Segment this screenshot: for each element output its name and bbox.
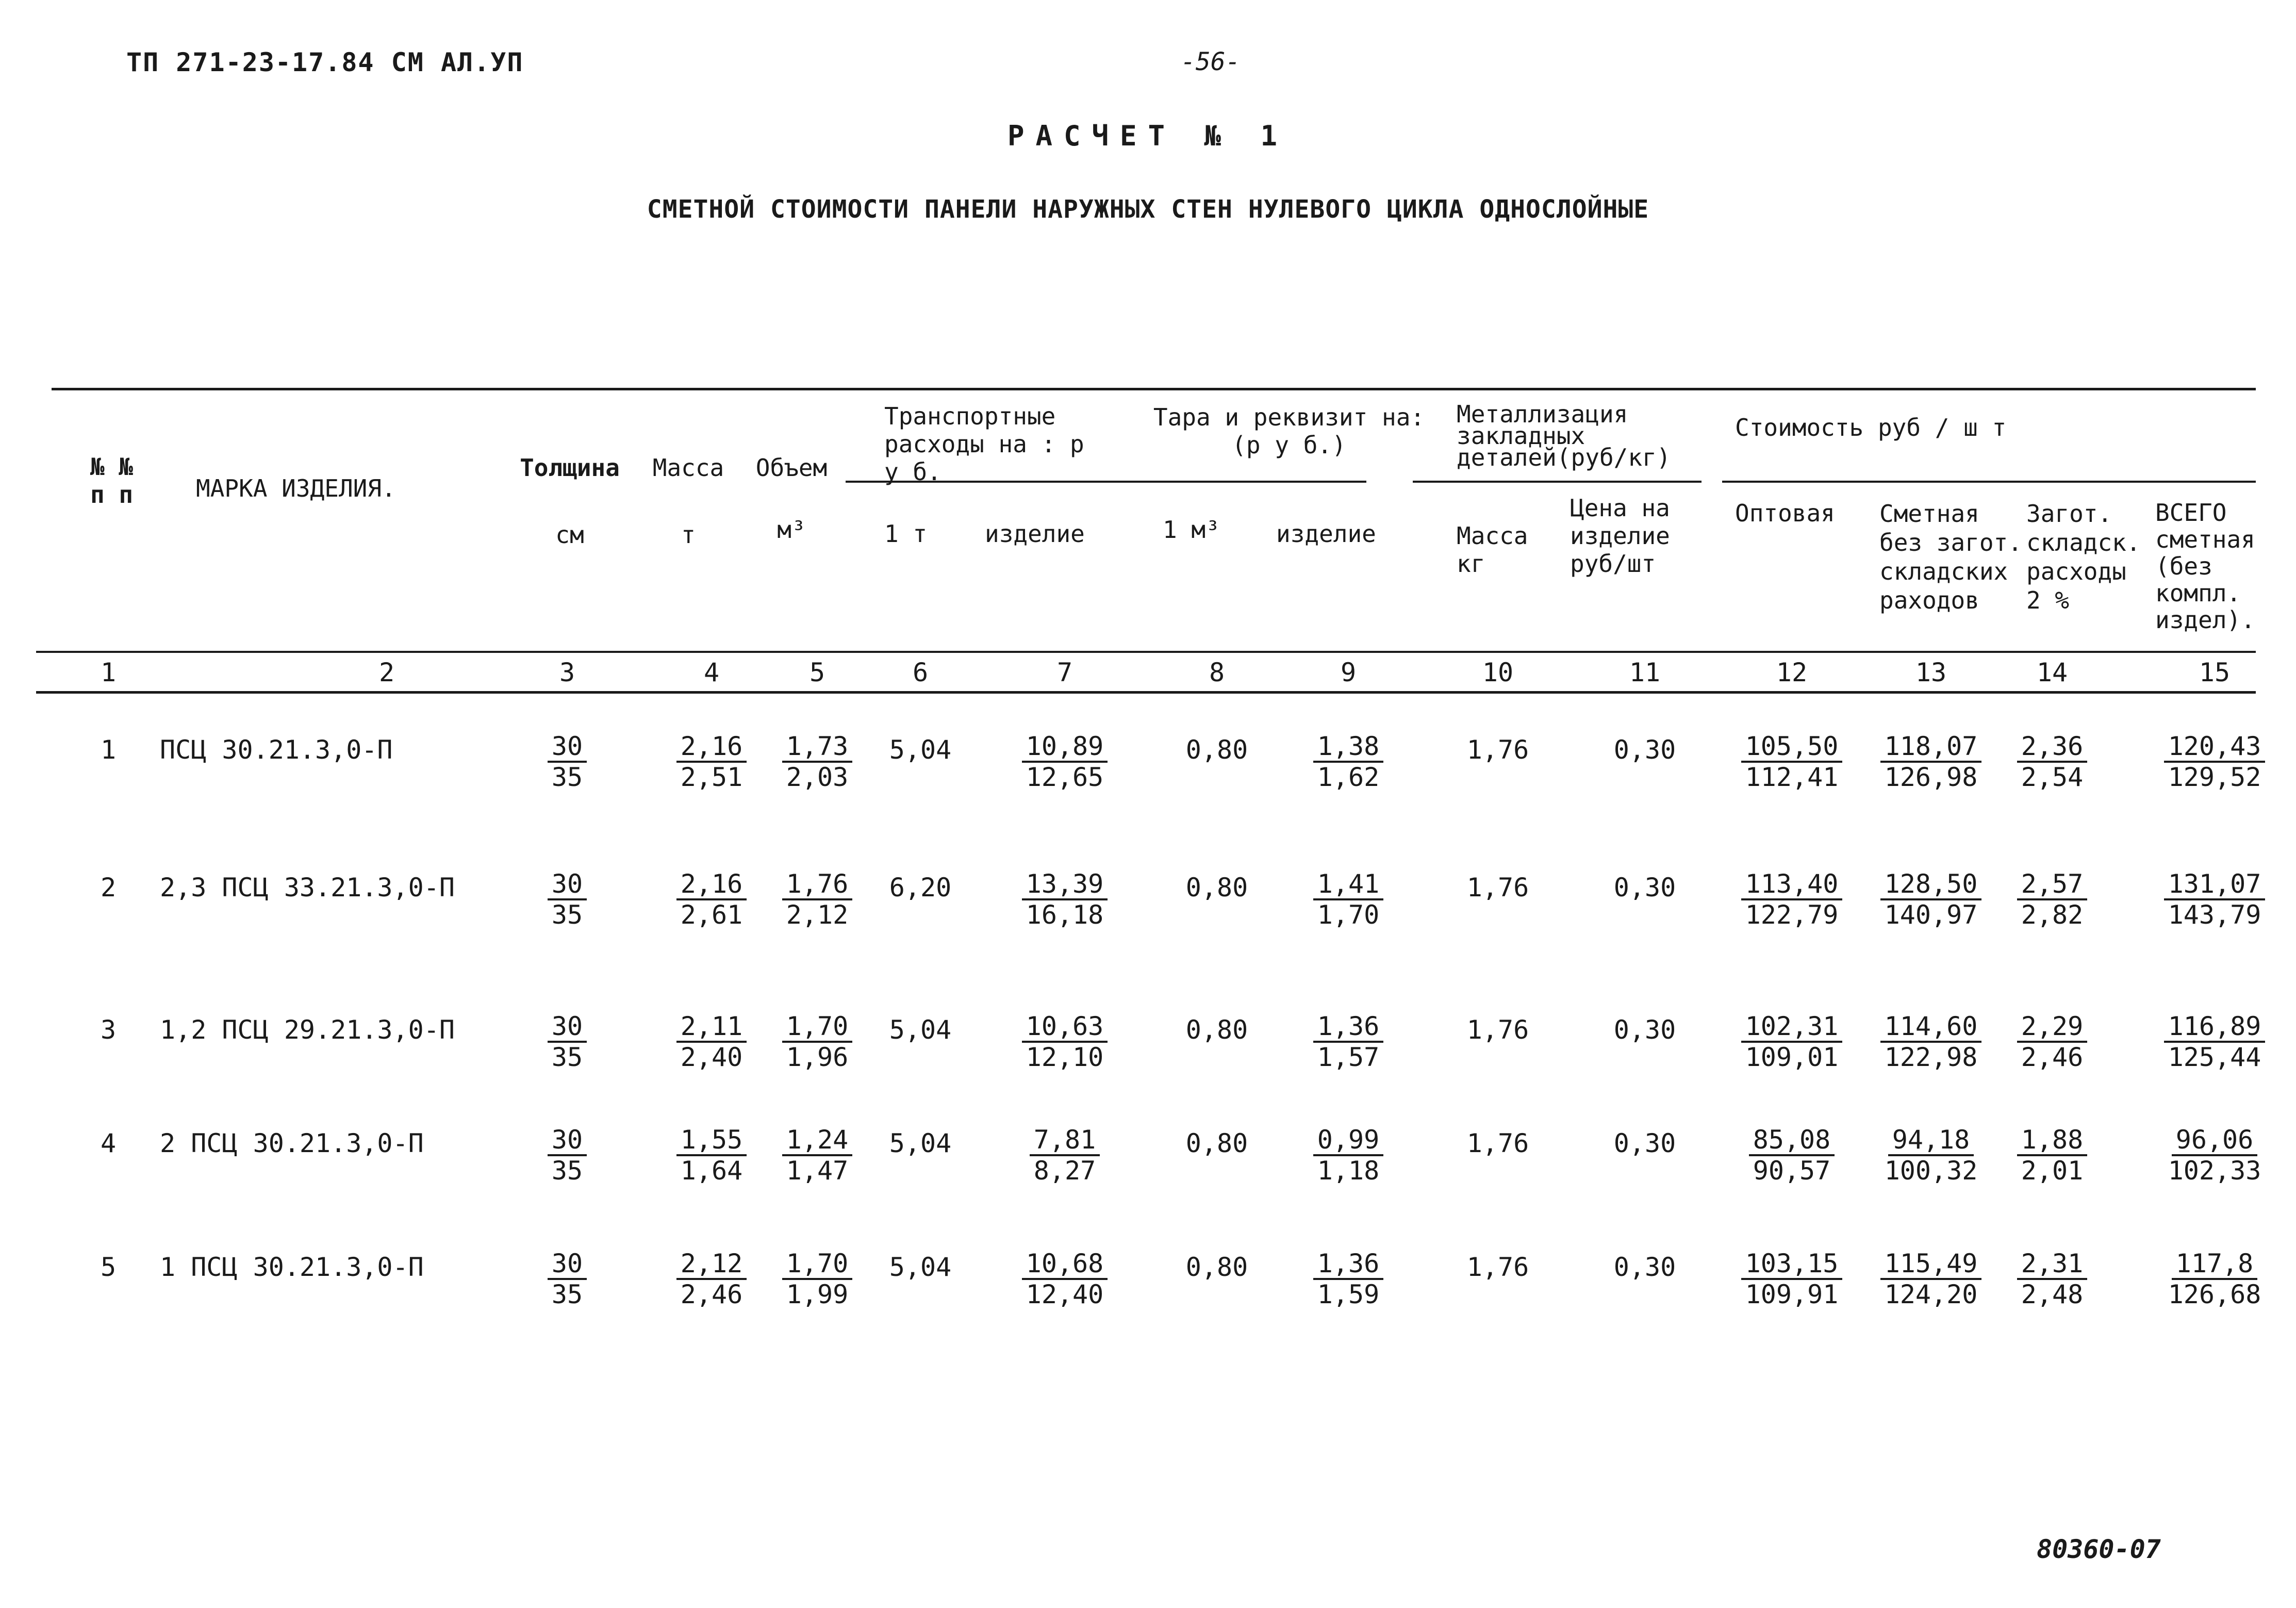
fraction-cell bbox=[1995, 1012, 2109, 1072]
fraction-cell bbox=[1735, 732, 1848, 792]
fraction-cell bbox=[1874, 732, 1988, 792]
column-number-13: 13 bbox=[1915, 658, 1947, 687]
fraction-cell bbox=[2158, 732, 2271, 792]
page-number: -56- bbox=[1181, 47, 1241, 76]
fraction-denominator: 100,32 bbox=[1884, 1156, 1978, 1186]
fraction-denominator: 12,40 bbox=[1026, 1279, 1104, 1309]
fraction-denominator: 8,27 bbox=[1033, 1156, 1096, 1186]
fraction-cell bbox=[2158, 869, 2271, 929]
fraction-denominator: 2,46 bbox=[2021, 1042, 2084, 1072]
fraction-denominator: 12,65 bbox=[1026, 762, 1104, 792]
column-number-10: 10 bbox=[1482, 658, 1514, 687]
header-metal-price: Цена на изделие руб/шт bbox=[1570, 494, 1670, 578]
row-number: 4 bbox=[101, 1128, 117, 1158]
fraction-numerator: 2,36 bbox=[2017, 732, 2087, 763]
column-number-14: 14 bbox=[2036, 658, 2068, 687]
header-transport-per-ton: 1 т bbox=[884, 520, 928, 548]
fraction-cell bbox=[1995, 869, 2109, 929]
fraction-numerator: 30 bbox=[548, 1012, 587, 1043]
fraction-numerator: 1,36 bbox=[1313, 1249, 1383, 1280]
value-cell: 6,20 bbox=[889, 873, 952, 903]
fraction-denominator: 122,98 bbox=[1884, 1042, 1978, 1072]
fraction-numerator: 113,40 bbox=[1741, 869, 1843, 900]
fraction-denominator: 2,40 bbox=[680, 1042, 743, 1072]
fraction-numerator: 1,88 bbox=[2017, 1125, 2087, 1156]
fraction-numerator: 103,15 bbox=[1741, 1249, 1843, 1280]
header-thickness-unit: см bbox=[555, 521, 584, 549]
header-wholesale: Оптовая bbox=[1735, 499, 1835, 527]
header-volume: Объем bbox=[755, 454, 828, 482]
fraction-denominator: 2,61 bbox=[680, 900, 743, 930]
fraction-cell bbox=[1874, 1125, 1988, 1185]
fraction-numerator: 10,63 bbox=[1022, 1012, 1108, 1043]
fraction-numerator: 7,81 bbox=[1030, 1125, 1100, 1156]
value-cell: 5,04 bbox=[889, 1128, 952, 1158]
fraction-cell bbox=[1292, 732, 1405, 792]
fraction-numerator: 1,73 bbox=[782, 732, 852, 763]
value-cell: 0,80 bbox=[1185, 1015, 1248, 1045]
fraction-cell bbox=[655, 869, 768, 929]
product-mark: 1 ПСЦ 30.21.3,0-П bbox=[160, 1252, 424, 1282]
fraction-numerator: 10,89 bbox=[1022, 732, 1108, 763]
column-number-11: 11 bbox=[1629, 658, 1661, 687]
fraction-cell bbox=[1995, 732, 2109, 792]
fraction-numerator: 120,43 bbox=[2164, 732, 2266, 763]
fraction-numerator: 131,07 bbox=[2164, 869, 2266, 900]
fraction-cell bbox=[510, 1125, 624, 1185]
value-cell: 5,04 bbox=[889, 735, 952, 765]
fraction-numerator: 1,55 bbox=[676, 1125, 747, 1156]
fraction-cell bbox=[510, 732, 624, 792]
fraction-denominator: 35 bbox=[551, 900, 583, 930]
fraction-denominator: 2,01 bbox=[2021, 1156, 2084, 1186]
fraction-numerator: 1,36 bbox=[1313, 1012, 1383, 1043]
fraction-denominator: 1,96 bbox=[786, 1042, 849, 1072]
header-mass-unit: т bbox=[681, 521, 696, 549]
value-cell: 0,30 bbox=[1613, 1252, 1676, 1282]
fraction-denominator: 1,47 bbox=[786, 1156, 849, 1186]
product-mark: 2,3 ПСЦ 33.21.3,0-П bbox=[160, 873, 455, 903]
fraction-numerator: 2,16 bbox=[676, 869, 747, 900]
fraction-cell bbox=[761, 732, 874, 792]
group-header-tara: Тара и реквизит на: (р у б.) bbox=[1153, 403, 1425, 459]
fraction-numerator: 2,29 bbox=[2017, 1012, 2087, 1043]
column-number-12: 12 bbox=[1776, 658, 1808, 687]
fraction-denominator: 90,57 bbox=[1753, 1156, 1831, 1186]
fraction-numerator: 30 bbox=[548, 1125, 587, 1156]
fraction-denominator: 12,10 bbox=[1026, 1042, 1104, 1072]
value-cell: 0,80 bbox=[1185, 873, 1248, 903]
document-code: ТП 271-23-17.84 СМ АЛ.УП bbox=[126, 47, 524, 77]
fraction-cell bbox=[655, 1249, 768, 1309]
column-number-4: 4 bbox=[703, 658, 720, 687]
fraction-numerator: 128,50 bbox=[1880, 869, 1982, 900]
fraction-numerator: 96,06 bbox=[2172, 1125, 2258, 1156]
fraction-cell bbox=[655, 1125, 768, 1185]
fraction-numerator: 2,16 bbox=[676, 732, 747, 763]
fraction-denominator: 109,01 bbox=[1745, 1042, 1839, 1072]
fraction-cell bbox=[761, 1012, 874, 1072]
fraction-denominator: 140,97 bbox=[1884, 900, 1978, 930]
fraction-denominator: 129,52 bbox=[2168, 762, 2261, 792]
fraction-denominator: 35 bbox=[551, 762, 583, 792]
fraction-numerator: 1,41 bbox=[1313, 869, 1383, 900]
fraction-numerator: 116,89 bbox=[2164, 1012, 2266, 1043]
fraction-cell bbox=[1995, 1249, 2109, 1309]
fraction-cell bbox=[1292, 1012, 1405, 1072]
fraction-cell bbox=[1292, 1249, 1405, 1309]
fraction-denominator: 124,20 bbox=[1884, 1279, 1978, 1309]
header-estimate-no-storage: Сметная без загот. складских раходов bbox=[1879, 500, 2022, 614]
fraction-denominator: 1,18 bbox=[1317, 1156, 1380, 1186]
column-number-9: 9 bbox=[1340, 658, 1357, 687]
fraction-numerator: 115,49 bbox=[1880, 1249, 1982, 1280]
fraction-numerator: 2,12 bbox=[676, 1249, 747, 1280]
header-total-estimate: ВСЕГО сметная (без компл. издел). bbox=[2155, 499, 2255, 634]
header-tara-per-m3: 1 м³ bbox=[1163, 516, 1220, 544]
fraction-denominator: 1,59 bbox=[1317, 1279, 1380, 1309]
fraction-cell bbox=[1735, 869, 1848, 929]
value-cell: 1,76 bbox=[1466, 873, 1529, 903]
value-cell: 1,76 bbox=[1466, 1015, 1529, 1045]
row-number: 1 bbox=[101, 735, 117, 765]
fraction-numerator: 114,60 bbox=[1880, 1012, 1982, 1043]
fraction-cell bbox=[2158, 1012, 2271, 1072]
fraction-numerator: 1,70 bbox=[782, 1249, 852, 1280]
value-cell: 1,76 bbox=[1466, 1252, 1529, 1282]
fraction-denominator: 2,54 bbox=[2021, 762, 2084, 792]
fraction-cell bbox=[1995, 1125, 2109, 1185]
fraction-numerator: 118,07 bbox=[1880, 732, 1982, 763]
fraction-cell bbox=[655, 1012, 768, 1072]
fraction-denominator: 143,79 bbox=[2168, 900, 2261, 930]
group-underline-metal bbox=[1413, 481, 1702, 483]
fraction-denominator: 2,03 bbox=[786, 762, 849, 792]
product-mark: 1,2 ПСЦ 29.21.3,0-П bbox=[160, 1015, 455, 1045]
group-header-cost: Стоимость руб / ш т bbox=[1735, 414, 2007, 441]
column-number-3: 3 bbox=[559, 658, 575, 687]
fraction-denominator: 122,79 bbox=[1745, 900, 1839, 930]
fraction-denominator: 35 bbox=[551, 1042, 583, 1072]
fraction-denominator: 112,41 bbox=[1745, 762, 1839, 792]
fraction-denominator: 102,33 bbox=[2168, 1156, 2261, 1186]
fraction-cell bbox=[510, 1012, 624, 1072]
fraction-cell bbox=[761, 869, 874, 929]
fraction-numerator: 117,8 bbox=[2172, 1249, 2258, 1280]
fraction-denominator: 2,12 bbox=[786, 900, 849, 930]
fraction-numerator: 10,68 bbox=[1022, 1249, 1108, 1280]
group-underline-tara bbox=[1155, 481, 1361, 482]
fraction-denominator: 109,91 bbox=[1745, 1279, 1839, 1309]
row-number: 3 bbox=[101, 1015, 117, 1045]
value-cell: 0,80 bbox=[1185, 1128, 1248, 1158]
fraction-numerator: 0,99 bbox=[1313, 1125, 1383, 1156]
fraction-numerator: 30 bbox=[548, 732, 587, 763]
fraction-cell bbox=[1735, 1125, 1848, 1185]
header-metal-mass: Масса кг bbox=[1457, 522, 1528, 578]
product-mark: 2 ПСЦ 30.21.3,0-П bbox=[160, 1128, 424, 1158]
column-number-7: 7 bbox=[1056, 658, 1073, 687]
fraction-cell bbox=[655, 732, 768, 792]
fraction-cell bbox=[1735, 1249, 1848, 1309]
page-title: РАСЧЕТ № 1 bbox=[1007, 120, 1289, 152]
fraction-cell bbox=[2158, 1249, 2271, 1309]
fraction-denominator: 1,64 bbox=[680, 1156, 743, 1186]
column-number-2: 2 bbox=[378, 658, 395, 687]
fraction-denominator: 126,68 bbox=[2168, 1279, 2261, 1309]
value-cell: 0,30 bbox=[1613, 735, 1676, 765]
fraction-cell bbox=[2158, 1125, 2271, 1185]
fraction-numerator: 85,08 bbox=[1749, 1125, 1835, 1156]
column-number-15: 15 bbox=[2199, 658, 2231, 687]
fraction-cell bbox=[1735, 1012, 1848, 1072]
fraction-cell bbox=[1008, 732, 1121, 792]
fraction-cell bbox=[1008, 869, 1121, 929]
header-bottom-rule bbox=[36, 651, 2256, 653]
group-header-metal: Металлизация закладных деталей(руб/кг) bbox=[1457, 400, 1671, 471]
fraction-denominator: 2,46 bbox=[680, 1279, 743, 1309]
column-number-8: 8 bbox=[1209, 658, 1225, 687]
fraction-cell bbox=[1008, 1249, 1121, 1309]
header-thickness: Толщина bbox=[520, 454, 620, 482]
value-cell: 5,04 bbox=[889, 1015, 952, 1045]
group-header-transport: Транспортные расходы на : р у б. bbox=[884, 402, 1084, 486]
value-cell: 0,30 bbox=[1613, 1128, 1676, 1158]
group-underline-cost bbox=[1722, 481, 2256, 483]
fraction-cell bbox=[1292, 1125, 1405, 1185]
fraction-numerator: 94,18 bbox=[1888, 1125, 1974, 1156]
header-volume-unit: м³ bbox=[777, 516, 806, 544]
archive-stamp: 80360-07 bbox=[2037, 1534, 2161, 1564]
column-number-1: 1 bbox=[100, 658, 117, 687]
fraction-denominator: 2,48 bbox=[2021, 1279, 2084, 1309]
header-storage-costs: Загот. складск. расходы 2 % bbox=[2026, 500, 2141, 614]
fraction-denominator: 16,18 bbox=[1026, 900, 1104, 930]
row-number: 5 bbox=[101, 1252, 117, 1282]
value-cell: 0,30 bbox=[1613, 873, 1676, 903]
fraction-cell bbox=[761, 1249, 874, 1309]
header-transport-per-item: изделие bbox=[985, 520, 1085, 548]
fraction-cell bbox=[510, 1249, 624, 1309]
fraction-cell bbox=[1292, 869, 1405, 929]
fraction-numerator: 13,39 bbox=[1022, 869, 1108, 900]
fraction-numerator: 2,57 bbox=[2017, 869, 2087, 900]
header-tara-per-item: изделие bbox=[1276, 520, 1376, 548]
fraction-denominator: 1,99 bbox=[786, 1279, 849, 1309]
fraction-numerator: 1,70 bbox=[782, 1012, 852, 1043]
fraction-cell bbox=[1874, 869, 1988, 929]
fraction-cell bbox=[1874, 1249, 1988, 1309]
fraction-numerator: 30 bbox=[548, 1249, 587, 1280]
header-row-number: № № п п bbox=[90, 453, 134, 508]
fraction-numerator: 1,76 bbox=[782, 869, 852, 900]
value-cell: 1,76 bbox=[1466, 735, 1529, 765]
fraction-cell bbox=[1874, 1012, 1988, 1072]
fraction-denominator: 1,62 bbox=[1317, 762, 1380, 792]
value-cell: 0,80 bbox=[1185, 735, 1248, 765]
fraction-numerator: 1,38 bbox=[1313, 732, 1383, 763]
table-top-rule bbox=[52, 388, 2256, 390]
value-cell: 1,76 bbox=[1466, 1128, 1529, 1158]
fraction-denominator: 126,98 bbox=[1884, 762, 1978, 792]
fraction-cell bbox=[510, 869, 624, 929]
fraction-cell bbox=[1008, 1012, 1121, 1072]
value-cell: 5,04 bbox=[889, 1252, 952, 1282]
fraction-denominator: 125,44 bbox=[2168, 1042, 2261, 1072]
column-number-6: 6 bbox=[912, 658, 929, 687]
fraction-denominator: 2,51 bbox=[680, 762, 743, 792]
fraction-denominator: 1,57 bbox=[1317, 1042, 1380, 1072]
fraction-denominator: 1,70 bbox=[1317, 900, 1380, 930]
fraction-denominator: 35 bbox=[551, 1279, 583, 1309]
fraction-cell bbox=[1008, 1125, 1121, 1185]
column-number-5: 5 bbox=[809, 658, 825, 687]
colnum-bottom-rule bbox=[36, 691, 2256, 694]
value-cell: 0,80 bbox=[1185, 1252, 1248, 1282]
page-subtitle: СМЕТНОЙ СТОИМОСТИ ПАНЕЛИ НАРУЖНЫХ СТЕН НУЛЕВОГО ЦИКЛА ОДНОСЛОЙНЫЕ bbox=[647, 195, 1649, 224]
value-cell: 0,30 bbox=[1613, 1015, 1676, 1045]
fraction-denominator: 2,82 bbox=[2021, 900, 2084, 930]
fraction-numerator: 2,31 bbox=[2017, 1249, 2087, 1280]
fraction-numerator: 105,50 bbox=[1741, 732, 1843, 763]
header-product-mark: МАРКА ИЗДЕЛИЯ. bbox=[196, 474, 396, 502]
fraction-numerator: 30 bbox=[548, 869, 587, 900]
fraction-cell bbox=[761, 1125, 874, 1185]
header-mass: Масса bbox=[652, 454, 724, 482]
row-number: 2 bbox=[101, 873, 117, 903]
fraction-denominator: 35 bbox=[551, 1156, 583, 1186]
fraction-numerator: 102,31 bbox=[1741, 1012, 1843, 1043]
fraction-numerator: 2,11 bbox=[676, 1012, 747, 1043]
product-mark: ПСЦ 30.21.3,0-П bbox=[160, 735, 393, 765]
fraction-numerator: 1,24 bbox=[782, 1125, 852, 1156]
